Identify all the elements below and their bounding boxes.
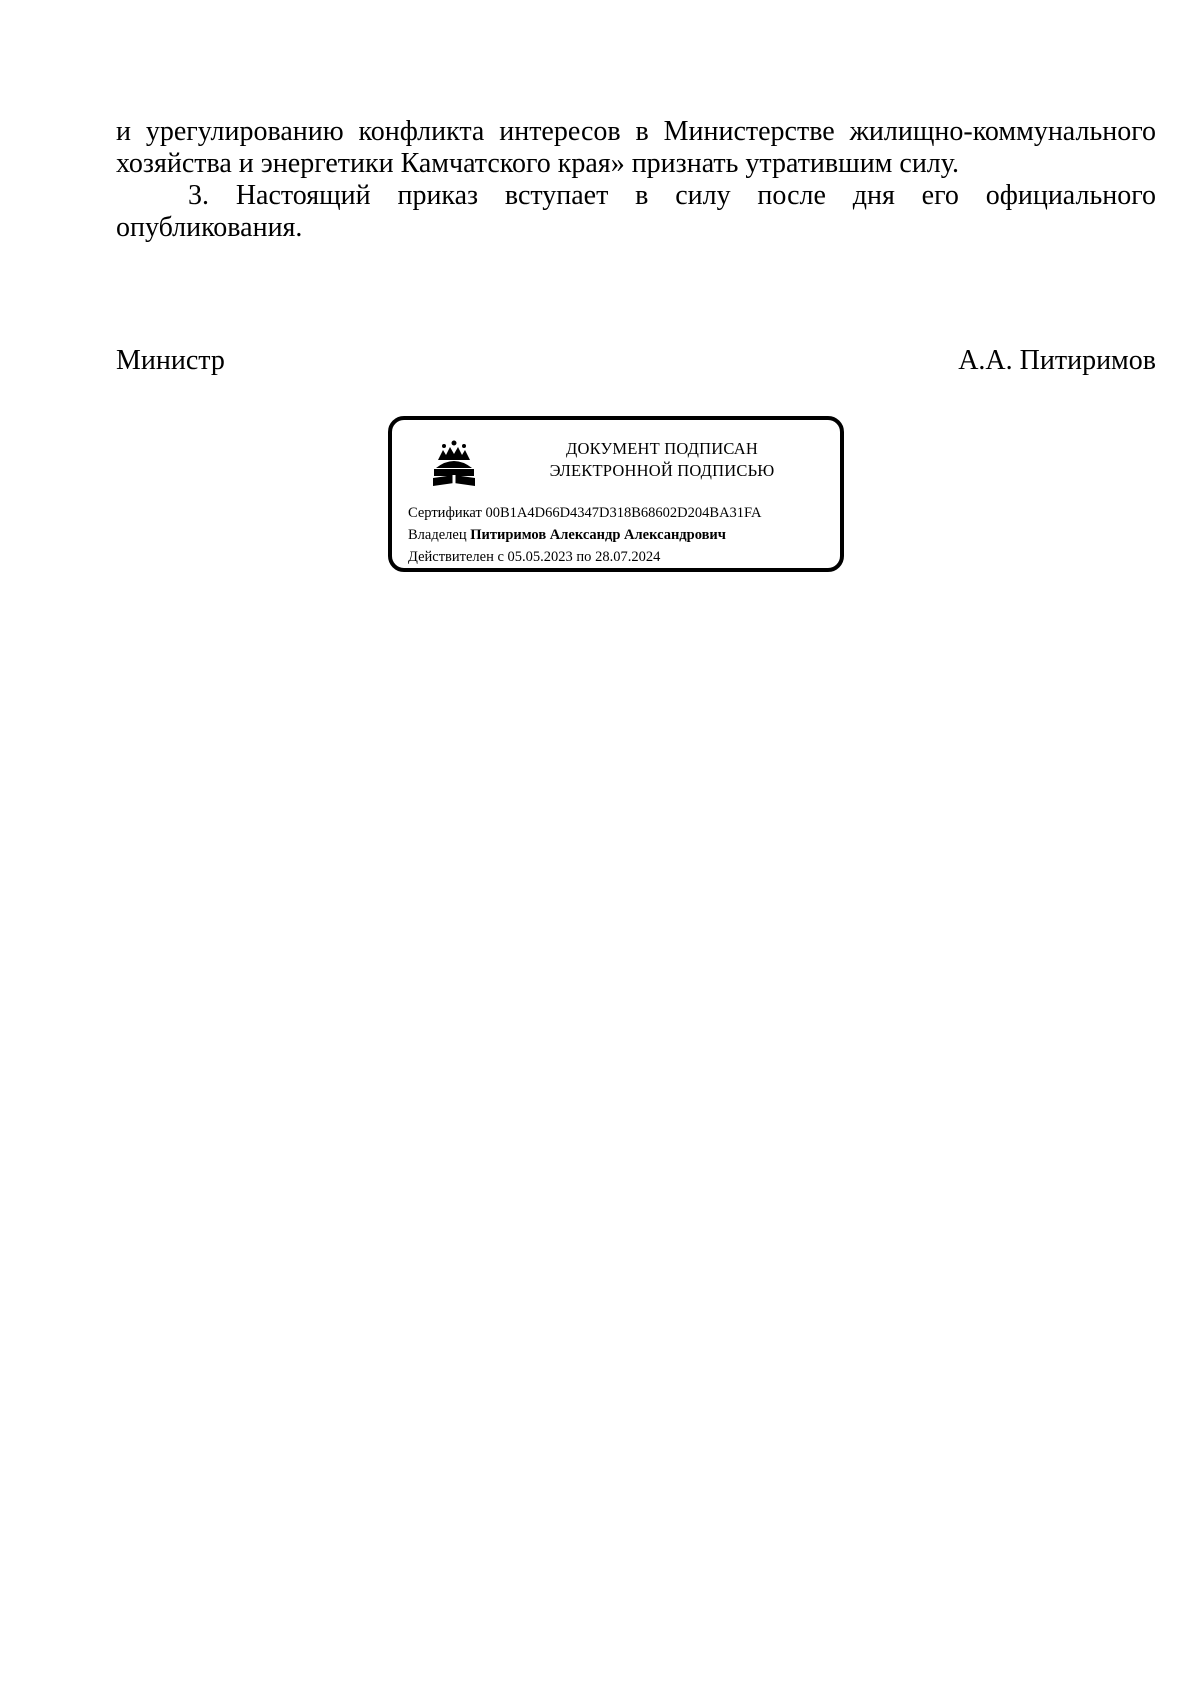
stamp-title-line-1: ДОКУМЕНТ ПОДПИСАН [566,439,758,458]
signature-block [116,345,1156,379]
valid-to: 28.07.2024 [595,549,661,565]
valid-to-label: по [576,549,592,565]
certificate-value: 00B1A4D66D4347D318B68602D204BA31FA [485,505,762,521]
stamp-title [492,438,832,482]
owner-label: Владелец [408,527,467,543]
stamp-owner-line [408,526,726,544]
document-body [116,116,1156,244]
paragraph-item-3: 3. Настоящий приказ вступает в силу после дня его официального опубликования. [116,180,1156,243]
kamchatka-emblem-icon [430,438,478,490]
electronic-signature-stamp [388,416,844,572]
certificate-label: Сертификат [408,505,482,521]
owner-value: Питиримов Александр Александрович [470,527,726,543]
signatory-name: А.А. Питиримов [958,345,1156,376]
paragraph-continuation: и урегулированию конфликта интересов в Министерстве жилищно-коммунального хозяйства и энергетики Камчатского края» признать утратившим силу. [116,116,1156,179]
valid-label: Действителен с [408,549,504,565]
signatory-position: Министр [116,345,225,376]
stamp-certificate-line [408,504,762,522]
stamp-validity-line [408,548,660,566]
valid-from: 05.05.2023 [507,549,573,565]
stamp-title-line-2: ЭЛЕКТРОННОЙ ПОДПИСЬЮ [549,461,775,480]
